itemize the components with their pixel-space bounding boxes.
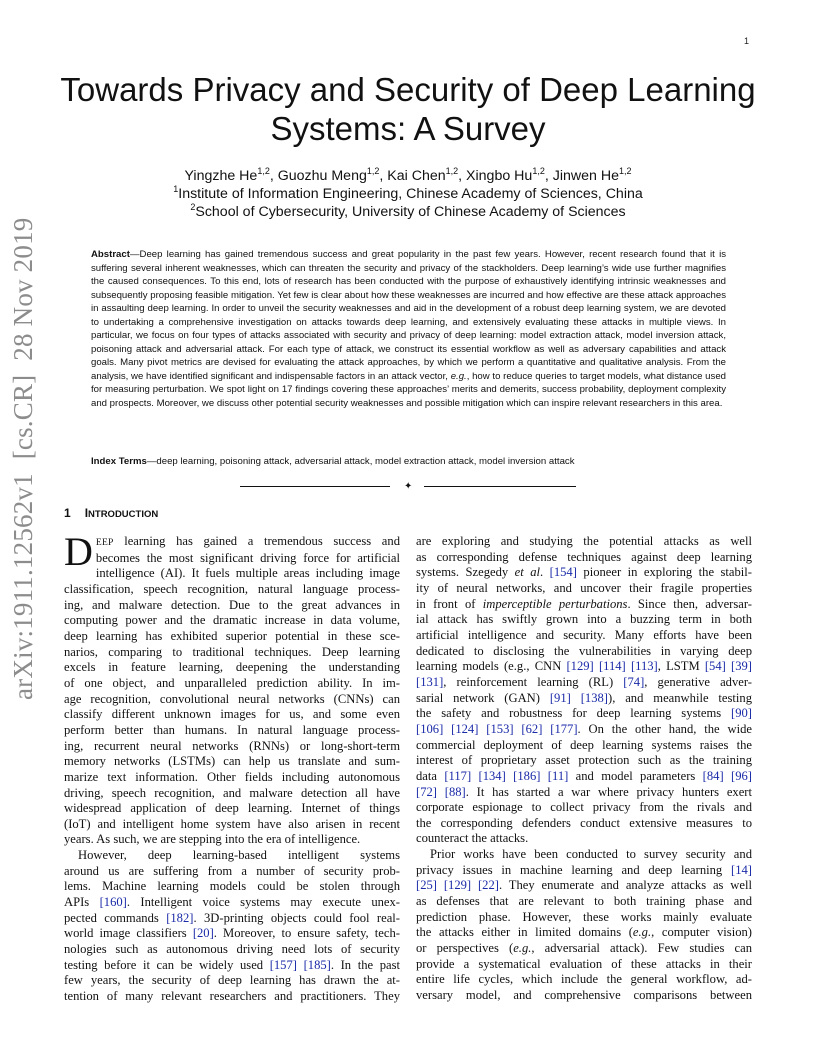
affiliation-1 bbox=[40, 185, 776, 203]
citation-link[interactable]: [117] bbox=[444, 768, 472, 783]
drop-cap-smallcaps: EEP bbox=[95, 537, 114, 548]
text-run: , reinforcement learning (RL) bbox=[443, 674, 624, 689]
paragraph-intro-3 bbox=[416, 847, 752, 1004]
eg-italic: e.g. bbox=[513, 941, 532, 956]
index-terms-dash: — bbox=[146, 456, 157, 467]
text-line: lems. Machine learning models could be stolen through bbox=[64, 879, 400, 894]
citation-link[interactable]: [91] bbox=[549, 690, 571, 705]
citation-link[interactable]: [20] bbox=[192, 926, 214, 941]
affiliation-mark: 1,2 bbox=[257, 166, 270, 176]
text-run: . They enumerate and analyze attacks as well bbox=[498, 878, 752, 893]
body-column-right bbox=[416, 534, 752, 1004]
citation-link[interactable]: [14] bbox=[731, 862, 752, 877]
citation-link[interactable]: [185] bbox=[303, 957, 331, 972]
text-run: systems. Szegedy bbox=[416, 565, 515, 580]
paper-title bbox=[40, 70, 776, 148]
text-run: . Intelligent voice systems may execute unex- bbox=[126, 895, 401, 910]
text-line: driving, speech recognition, and malware detection all have bbox=[64, 785, 400, 800]
text-line bbox=[416, 878, 752, 894]
text-run: the attacks either in limited domains ( bbox=[416, 925, 633, 940]
text-line bbox=[416, 925, 752, 941]
affiliation-mark: 1 bbox=[173, 184, 179, 194]
et-al: et al bbox=[514, 565, 541, 580]
abstract-dash: — bbox=[129, 249, 140, 260]
citation-link[interactable]: [54] bbox=[704, 659, 726, 674]
arxiv-identifier-stamp: arXiv:1911.12562v1 [cs.CR] 28 Nov 2019 bbox=[8, 217, 38, 700]
text-line: learning has gained a tremendous success and bbox=[113, 534, 400, 548]
text-line: the corresponding defenders conduct extensive measures to bbox=[416, 815, 752, 830]
abstract bbox=[91, 248, 726, 411]
text-line: artificial intelligence and security. Many efforts have been bbox=[416, 627, 752, 642]
text-line: excels in feature learning, deepening the understanding bbox=[64, 660, 400, 675]
text-line: entire life cycles, which include the general workflow, ad- bbox=[416, 972, 752, 987]
text-line bbox=[416, 941, 752, 957]
text-line: intelligence (AI). It fuels multiple areas including image bbox=[95, 566, 400, 581]
text-line: as corresponding defense techniques against deep learning bbox=[416, 549, 752, 564]
text-line bbox=[416, 659, 752, 675]
text-run: . It has started a war where privacy hunters exert bbox=[465, 784, 752, 799]
text-line: perform better than humans. In natural language process- bbox=[64, 722, 400, 737]
text-line: few years, the security of deep learning has drawn the at- bbox=[64, 973, 400, 988]
text-run: . Moreover, to ensure safety, tech- bbox=[213, 926, 400, 941]
title-line-2: Systems: A Survey bbox=[270, 110, 546, 147]
text-run: or perspectives ( bbox=[416, 941, 514, 956]
affiliation-mark: 1,2 bbox=[366, 166, 380, 176]
text-line: as defenses that are relevant to both training phase and bbox=[416, 894, 752, 909]
affiliation-text: Institute of Information Engineering, Chinese Academy of Sciences, China bbox=[178, 186, 643, 202]
citation-link[interactable]: [160] bbox=[99, 895, 127, 910]
text-run: , generative adver- bbox=[644, 674, 753, 689]
text-line: narios, comparing to traditional techniques. Deep learning bbox=[64, 644, 400, 659]
citation-link[interactable]: [72] bbox=[416, 784, 437, 799]
author-name: Jinwen He bbox=[552, 168, 619, 184]
citation-link[interactable]: [129] bbox=[566, 659, 594, 674]
text-run: data bbox=[416, 768, 445, 783]
text-run: . On the other hand, the wide bbox=[577, 721, 752, 736]
citation-link[interactable]: [186] bbox=[513, 768, 541, 783]
text-line: (IoT) and intelligent home system have also arisen in recent bbox=[64, 816, 400, 831]
citation-link[interactable]: [106] bbox=[416, 721, 444, 736]
text-line: commercial deployment of deep learning systems raises the bbox=[416, 737, 752, 752]
abstract-text: Deep learning has gained tremendous success and great popularity in the past few years. However, recent research found that it is suffering several inherent weaknesses, which can threaten the security and privacy of the stackholders. Deep learning’s wide use further magnifies the caused consequences. To this end, lots of research has been conducted with the purpose of exhaustively identifying intrinsic weaknesses and subsequently proposing feasible mitigation. Yet few is clear about how these weaknesses are incurred and how effective are these attack approaches in assaulting deep learning. In order to unveil the security weaknesses and aid in the development of a robust deep learning system, we are devoted to undertaking a comprehensive investigation on attacks towards deep learning, and extensively evaluating these attacks in multiple views. In particular, we focus on four types of attacks associated with security and privacy of deep learning: model extraction attack, model inversion attack, poisoning attack and adversarial attack. For each type of attack, we construct its essential workflow as well as adversary capabilities and attack goals. Many pivot metrics are devised for evaluating the attack approaches, by which we perform a quantitative and qualitative analysis. From the analysis, we have identified significant and indispensable factors in an attack vector, bbox=[91, 249, 726, 382]
affiliation-2 bbox=[40, 203, 776, 221]
eg-italic: e.g. bbox=[632, 925, 652, 940]
text-run: the safety and robustness for deep learning systems bbox=[416, 706, 732, 721]
citation-link[interactable]: [84] bbox=[702, 768, 724, 783]
text-line bbox=[64, 895, 400, 911]
text-line: are exploring and studying the potential attacks as well bbox=[416, 534, 752, 548]
citation-link[interactable]: [39] bbox=[731, 659, 752, 674]
text-line: of one object, and unparalleled prediction ability. In im- bbox=[64, 675, 400, 690]
text-line: provide a systematical evaluation of these attacks in their bbox=[416, 956, 752, 971]
text-run: . bbox=[540, 565, 550, 580]
text-run: , adversarial attack). Few studies can bbox=[531, 941, 752, 956]
section-divider bbox=[240, 482, 576, 492]
text-line bbox=[64, 958, 400, 974]
citation-link[interactable]: [113] bbox=[630, 659, 658, 674]
affiliation-mark: 1,2 bbox=[445, 166, 459, 176]
divider-line-left bbox=[240, 486, 390, 487]
author-name: Kai Chen bbox=[387, 168, 446, 184]
body-column-left bbox=[64, 529, 401, 1005]
abstract-text-cont: , how to reduce queries to target models, what distance used for measuring perturbation. We spot light on 17 findings covering these approaches’ merits and demerits, success probability, deployment complexity and prospects. Moreover, we discuss other potential security weaknesses and possible mitigation which can inspire relevant researchers in this area. bbox=[91, 370, 726, 410]
text-run: , computer vision) bbox=[651, 925, 752, 940]
text-line: tention of many relevant researchers and practitioners. They bbox=[64, 989, 400, 1004]
text-line: computing power and the dramatic increase in data volume, bbox=[64, 613, 400, 628]
section-title-rest: NTRODUCTION bbox=[88, 509, 159, 520]
citation-link[interactable]: [182] bbox=[166, 910, 194, 925]
section-heading-introduction bbox=[64, 506, 158, 520]
text-line: marize text information. Other fields including autonomous bbox=[64, 769, 400, 784]
index-terms-text: deep learning, poisoning attack, adversarial attack, model extraction attack, model inversion attack bbox=[156, 456, 575, 467]
text-run: ), and meanwhile testing bbox=[608, 690, 752, 705]
text-line: around us are suffering from a number of security prob- bbox=[64, 863, 400, 878]
author-name: Guozhu Meng bbox=[277, 168, 367, 184]
page-number: 1 bbox=[744, 36, 750, 46]
author-name: Yingzhe He bbox=[184, 168, 258, 184]
text-line bbox=[64, 911, 400, 927]
text-line: Prior works have been conducted to survey security and bbox=[430, 847, 752, 862]
text-run: . Since then, adversar- bbox=[627, 596, 752, 611]
text-line: ing, and malware detection. Due to the great advances in bbox=[64, 597, 400, 612]
text-line bbox=[416, 863, 752, 879]
text-line: becomes the most significant driving force for artificial bbox=[95, 550, 400, 565]
text-run: , LSTM bbox=[657, 659, 705, 674]
text-line: ing, recurrent neural networks (RNNs) or long-short-term bbox=[64, 738, 400, 753]
text-line: classify different unknown images for us, and some even bbox=[64, 707, 400, 722]
text-line: ial attack has swiftly grown into a buzzing term in both bbox=[416, 612, 752, 627]
citation-link[interactable]: [131] bbox=[416, 674, 444, 689]
text-line bbox=[416, 706, 752, 722]
paragraph-intro-2 bbox=[64, 848, 400, 1005]
citation-link[interactable]: [138] bbox=[580, 690, 608, 705]
citation-link[interactable]: [124] bbox=[451, 721, 479, 736]
text-run: . In the past bbox=[330, 957, 400, 972]
citation-link[interactable]: [62] bbox=[521, 721, 543, 736]
section-title-initial: I bbox=[84, 506, 89, 520]
drop-cap: D bbox=[64, 529, 93, 574]
text-run: APIs bbox=[64, 895, 100, 910]
text-line: memory networks (LSTMs) can help us translate and sum- bbox=[64, 754, 400, 769]
text-run: in front of bbox=[416, 596, 483, 611]
author-list: Yingzhe He$^{1,2}$, Guozhu Meng$^{1,2}$, Kai Chen$^{1,2}$, Xingbo Hu$^{1,2}$, Jinwen He$^{1,2}$ bbox=[184, 166, 632, 184]
text-line bbox=[416, 675, 752, 691]
text-line: dedicated to disclosing the vulnerabilities in varying deep bbox=[416, 643, 752, 658]
text-line: counteract the attacks. bbox=[416, 831, 529, 846]
affiliation-text: School of Cybersecurity, University of Chinese Academy of Sciences bbox=[195, 204, 626, 220]
divider-line-right bbox=[424, 486, 576, 487]
diamond-ornament-icon: ✦ bbox=[404, 481, 413, 492]
text-line bbox=[416, 769, 752, 785]
text-line bbox=[416, 785, 752, 801]
text-line: years. As such, we are stepping into the era of intelligence. bbox=[64, 832, 361, 847]
citation-link[interactable]: [129] bbox=[443, 878, 472, 893]
abstract-eg: e.g. bbox=[450, 370, 467, 382]
emphasized-text: imperceptible perturbations bbox=[482, 596, 628, 611]
paragraph-intro-1 bbox=[64, 529, 400, 848]
paragraph-intro-2-cont bbox=[416, 534, 752, 847]
text-line: widespread application of deep learning. Internet of things bbox=[64, 801, 400, 816]
text-run: learning models (e.g., CNN bbox=[416, 659, 567, 674]
index-terms-label: Index Terms bbox=[91, 456, 147, 467]
citation-link[interactable]: [25] bbox=[416, 878, 437, 893]
citation-link[interactable]: [22] bbox=[477, 878, 499, 893]
text-run: sarial network (GAN) bbox=[416, 690, 550, 705]
text-line bbox=[416, 691, 752, 707]
text-run: . 3D-printing objects could fool real- bbox=[193, 910, 400, 925]
index-terms bbox=[91, 455, 726, 468]
citation-link[interactable]: [11] bbox=[547, 768, 569, 783]
citation-link[interactable]: [90] bbox=[731, 706, 752, 721]
text-line: corporate espionage to collect privacy from the rivals and bbox=[416, 800, 752, 815]
text-line: However, deep learning-based intelligent systems bbox=[78, 848, 400, 863]
citation-link[interactable]: [157] bbox=[269, 957, 297, 972]
section-number: 1 bbox=[64, 506, 71, 520]
citation-link[interactable]: [154] bbox=[549, 565, 577, 580]
citation-link[interactable]: [153] bbox=[486, 721, 514, 736]
text-run: world image classifiers bbox=[64, 926, 193, 941]
affiliation-mark: 1,2 bbox=[532, 166, 545, 176]
author-name: Xingbo Hu bbox=[466, 168, 533, 184]
text-line: versary model, and comprehensive comparisons between bbox=[416, 988, 752, 1003]
text-run: privacy issues in machine learning and deep learning bbox=[416, 862, 732, 877]
citation-link[interactable]: [88] bbox=[444, 784, 466, 799]
text-line: prediction phase. However, these works mainly evaluate bbox=[416, 909, 752, 924]
text-run: pected commands bbox=[64, 910, 167, 925]
text-line: age recognition, convolutional neural networks (CNNs) can bbox=[64, 691, 400, 706]
citation-link[interactable]: [114] bbox=[598, 659, 626, 674]
text-line bbox=[416, 597, 752, 613]
affiliation-mark: 2 bbox=[190, 202, 196, 212]
text-line bbox=[64, 926, 400, 942]
text-line: classification, speech recognition, natural language process- bbox=[64, 581, 400, 596]
author-block bbox=[40, 167, 776, 221]
text-line: ity of neural networks, and uncover their fragile properties bbox=[416, 580, 752, 595]
citation-link[interactable]: [134] bbox=[478, 768, 506, 783]
text-line: deep learning has exhibited superior potential in these sce- bbox=[64, 628, 400, 643]
text-run: and model parameters bbox=[568, 768, 703, 783]
text-run: testing before it can be widely used bbox=[64, 957, 270, 972]
affiliation-mark: 1,2 bbox=[618, 166, 632, 176]
title-line-1: Towards Privacy and Security of Deep Learning bbox=[60, 71, 756, 108]
text-line bbox=[416, 722, 752, 738]
abstract-label: Abstract bbox=[91, 249, 130, 260]
citation-link[interactable]: [74] bbox=[623, 674, 645, 689]
citation-link[interactable]: [177] bbox=[550, 721, 578, 736]
text-run: pioneer in exploring the stabil- bbox=[576, 565, 752, 580]
text-line: nologies such as autonomous driving need lots of security bbox=[64, 942, 400, 957]
citation-link[interactable]: [96] bbox=[731, 768, 752, 783]
text-line bbox=[416, 565, 752, 581]
text-line: interest of proprietary asset protection such as the training bbox=[416, 753, 752, 768]
